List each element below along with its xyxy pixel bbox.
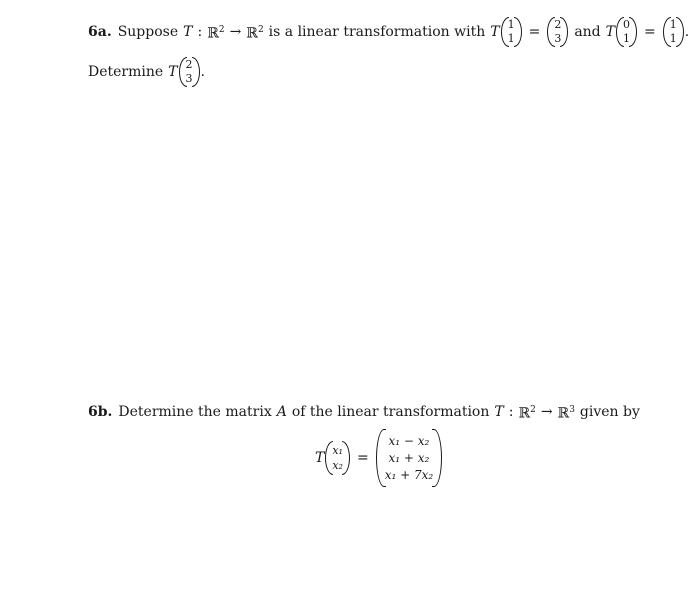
codomain-space: ℝ$^3$	[557, 405, 575, 422]
determine-matrix-text: Determine the matrix	[118, 403, 272, 420]
transformation-symbol: T	[490, 24, 500, 40]
problem-6b	[88, 400, 648, 424]
given-by-text: given by	[579, 403, 640, 420]
period: .	[200, 64, 205, 80]
problem-6b-line-1	[88, 400, 648, 424]
and-text: and	[574, 24, 601, 40]
codomain-space: ℝ$^2$	[246, 25, 264, 42]
problem-6a-line-1	[88, 16, 694, 48]
transformation-definition	[315, 428, 443, 488]
output-vector: x₁ − x₂ x₁ + x₂ x₁ + 7x₂	[376, 428, 442, 488]
vector-image-2: 1 1	[663, 16, 684, 48]
equals-sign: =	[643, 24, 656, 40]
period: .	[684, 24, 690, 40]
transformation-symbol: T	[183, 24, 193, 40]
input-vector: x₁ x₂	[325, 440, 350, 476]
equals-sign: =	[356, 450, 369, 466]
vector-input-2: 0 1	[616, 16, 637, 48]
linear-transformation-text: of the linear transformation	[291, 403, 490, 420]
determine-text: Determine	[88, 64, 164, 80]
colon: :	[197, 24, 203, 40]
transformation-symbol: T	[168, 64, 178, 80]
matrix-symbol: A	[276, 403, 287, 420]
vector-input-1: 1 1	[501, 16, 522, 48]
vector-target: 2 3	[179, 56, 200, 88]
domain-space: ℝ$^2$	[518, 405, 536, 422]
transformation-symbol: T	[605, 24, 615, 40]
suppose-text: Suppose	[117, 24, 179, 40]
problem-6b-label: 6b.	[88, 403, 113, 420]
transformation-symbol: T	[494, 403, 504, 420]
vector-image-1: 2 3	[547, 16, 568, 48]
arrow: →	[229, 24, 242, 40]
domain-space: ℝ$^2$	[207, 25, 225, 42]
equals-sign: =	[528, 24, 541, 40]
linear-transformation-text: is a linear transformation with	[268, 24, 486, 40]
problem-6a	[88, 16, 694, 88]
problem-6a-label: 6a.	[88, 24, 112, 40]
arrow: →	[540, 403, 553, 420]
colon: :	[508, 403, 514, 420]
transformation-symbol: T	[315, 450, 325, 466]
problem-6a-line-2	[88, 56, 694, 88]
